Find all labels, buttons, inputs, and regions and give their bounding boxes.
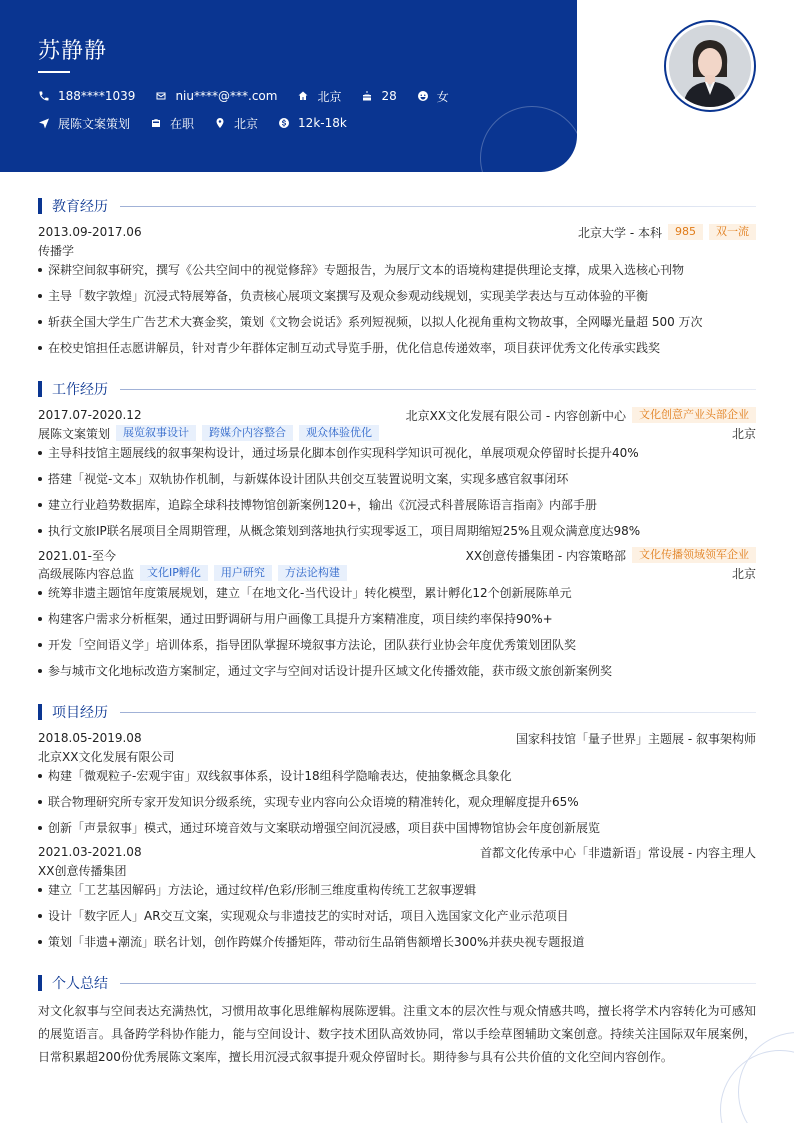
- education-major-row: [38, 241, 756, 259]
- skill-tag: 跨媒介内容整合: [202, 425, 293, 441]
- money-icon: [278, 117, 290, 129]
- project-entry-header: [38, 843, 756, 861]
- company-tag: 文化传播领域领军企业: [632, 547, 756, 563]
- target-city-item: [214, 115, 258, 131]
- project-org: XX创意传播集团: [38, 863, 127, 878]
- work-city: 北京: [731, 426, 756, 441]
- project-date: 2018.05-2019.08: [38, 731, 142, 745]
- work-bullet: 开发「空间语义学」培训体系，指导团队掌握环境叙事方法论，团队获行业协会年度优秀策划团队奖: [38, 636, 756, 654]
- cake-icon: [361, 90, 373, 102]
- company-tag: 文化创意产业头部企业: [632, 407, 756, 423]
- project-org-row: [38, 747, 756, 765]
- project-org: 北京XX文化发展有限公司: [38, 749, 175, 764]
- skill-tag: 观众体验优化: [299, 425, 379, 441]
- work-bullet: 参与城市文化地标改造方案制定，通过文字与空间对话设计提升区域文化传播效能，获市级文旅创新案例奖: [38, 662, 756, 680]
- education-entry-header: [38, 223, 756, 241]
- skill-tag: 用户研究: [214, 565, 272, 581]
- job-intent-row: [38, 115, 367, 131]
- email-text: niu****@***.com: [175, 89, 278, 103]
- work-position-row: [38, 564, 756, 582]
- company-dept: XX创意传播集团 - 内容策略部: [465, 548, 626, 563]
- contact-row: [38, 88, 469, 104]
- salary-item: [278, 115, 347, 131]
- summary-text: 对文化叙事与空间表达充满热忱，习惯用故事化思维解构展陈逻辑。注重文本的层次性与观众情感共鸣，擅长将学术内容转化为可感知的展览语言。具备跨学科协作能力，能与空间设计、数字技术团队高效协同，常以手绘草图辅助文案创意。持续关注国际双年展案例，日常积累超200份优秀展陈文案库，擅长用沉浸式叙事提升观众停留时长。期待参与具有公共价值的文化空间内容创作。: [38, 1004, 756, 1064]
- status-item: [150, 115, 194, 131]
- school-tag: 双一流: [709, 224, 756, 240]
- header-banner: [0, 0, 577, 172]
- gender-item: [417, 88, 449, 104]
- work-bullet: 统筹非遗主题馆年度策展规划，建立「在地文化-当代设计」转化模型，累计孵化12个创新展陈单元: [38, 584, 756, 602]
- section-divider: [120, 983, 756, 984]
- section-divider: [120, 206, 756, 207]
- salary-text: 12k-18k: [298, 116, 347, 130]
- section-marker: [38, 975, 42, 991]
- target-job-text: 展陈文案策划: [58, 116, 131, 131]
- work-bullet: 建立行业趋势数据库，追踪全球科技博物馆创新案例120+，输出《沉浸式科普展陈语言指南》内部手册: [38, 496, 756, 514]
- phone-item: [38, 88, 135, 104]
- work-section-title: [38, 379, 756, 399]
- school-tag: 985: [668, 224, 703, 240]
- work-date: 2017.07-2020.12: [38, 408, 142, 422]
- education-bullet: 在校史馆担任志愿讲解员，针对青少年群体定制互动式导览手册，优化信息传递效率，项目获评优秀文化传承实践奖: [38, 339, 756, 357]
- phone-icon: [38, 90, 50, 102]
- education-heading: 教育经历: [52, 199, 108, 215]
- education-bullet: 斩获全国大学生广告艺术大赛金奖，策划《文物会说话》系列短视频，以拟人化视角重构文物故事，全网曝光量超 500 万次: [38, 313, 756, 331]
- project-role: 国家科技馆「量子世界」主题展 - 叙事架构师: [516, 731, 756, 746]
- project-bullet: 设计「数字匠人」AR交互文案，实现观众与非遗技艺的实时对话，项目入选国家文化产业示范项目: [38, 907, 756, 925]
- projects-heading: 项目经历: [52, 705, 108, 721]
- project-role: 首都文化传承中心「非遗新语」常设展 - 内容主理人: [480, 845, 756, 860]
- smile-icon: [417, 90, 429, 102]
- work-bullet: 构建客户需求分析框架，通过田野调研与用户画像工具提升方案精准度，项目续约率保持90%+: [38, 610, 756, 628]
- work-bullet: 执行文旅IP联名展项目全周期管理，从概念策划到落地执行实现零返工，项目周期缩短25%且观众满意度达98%: [38, 522, 756, 540]
- skill-tag: 方法论构建: [278, 565, 347, 581]
- section-divider: [120, 389, 756, 390]
- summary-heading: 个人总结: [52, 976, 108, 992]
- school-degree: 北京大学 - 本科: [578, 225, 662, 240]
- location-pin-icon: [214, 117, 226, 129]
- major: 传播学: [38, 243, 75, 258]
- position: 展陈文案策划: [38, 426, 111, 441]
- work-heading: 工作经历: [52, 382, 108, 398]
- project-date: 2021.03-2021.08: [38, 845, 142, 859]
- target-job-item: [38, 115, 130, 131]
- education-bullet: 深耕空间叙事研究，撰写《公共空间中的视觉修辞》专题报告，为展厅文本的语境构建提供理论支撑，成果入选核心刊物: [38, 261, 756, 279]
- section-marker: [38, 198, 42, 214]
- project-bullet: 策划「非遗+潮流」联名计划，创作跨媒介传播矩阵，带动衍生品销售额增长300%并获央视专题报道: [38, 933, 756, 951]
- city-item: [297, 88, 341, 104]
- work-entry-header: [38, 546, 756, 564]
- position: 高级展陈内容总监: [38, 566, 135, 581]
- gender-text: 女: [436, 89, 449, 104]
- profile-photo-frame: [664, 20, 756, 112]
- project-org-row: [38, 861, 756, 879]
- profile-photo: [669, 25, 751, 107]
- company-dept: 北京XX文化发展有限公司 - 内容创新中心: [405, 408, 626, 423]
- send-icon: [38, 117, 50, 129]
- skill-tag: 展览叙事设计: [116, 425, 196, 441]
- work-date: 2021.01-至今: [38, 548, 116, 563]
- age-text: 28: [381, 89, 397, 103]
- section-marker: [38, 704, 42, 720]
- skill-tag: 文化IP孵化: [140, 565, 208, 581]
- education-bullet: 主导「数字敦煌」沉浸式特展筹备，负责核心展项文案撰写及观众参观动线规划，实现美学表达与互动体验的平衡: [38, 287, 756, 305]
- section-divider: [120, 712, 756, 713]
- education-section-title: [38, 196, 756, 216]
- target-city-text: 北京: [234, 116, 259, 131]
- briefcase-icon: [150, 117, 162, 129]
- work-bullet: 搭建「视觉-文本」双轨协作机制，与新媒体设计团队共创交互装置说明文案，实现多感官叙事闭环: [38, 470, 756, 488]
- work-position-row: [38, 424, 756, 442]
- projects-section-title: [38, 702, 756, 722]
- project-bullet: 联合物理研究所专家开发知识分级系统，实现专业内容向公众语境的精准转化，观众理解度提升65%: [38, 793, 756, 811]
- project-bullet: 构建「微观粒子-宏观宇宙」双线叙事体系，设计18组科学隐喻表达，使抽象概念具象化: [38, 767, 756, 785]
- mail-icon: [155, 90, 167, 102]
- summary-section-title: [38, 973, 756, 993]
- phone-text: 188****1039: [58, 89, 136, 103]
- work-city: 北京: [731, 566, 756, 581]
- status-text: 在职: [170, 116, 195, 131]
- section-marker: [38, 381, 42, 397]
- name-underline: [38, 71, 70, 73]
- decorative-circle: [480, 106, 577, 172]
- education-date: 2013.09-2017.06: [38, 225, 142, 239]
- city-text: 北京: [317, 89, 342, 104]
- project-entry-header: [38, 729, 756, 747]
- candidate-name: 苏静静: [38, 39, 108, 64]
- work-entry-header: [38, 406, 756, 424]
- work-bullet: 主导科技馆主题展线的叙事架构设计，通过场景化脚本创作实现科学知识可视化，单展项观众停留时长提升40%: [38, 444, 756, 462]
- age-item: [361, 88, 396, 104]
- email-item: [155, 88, 277, 104]
- project-bullet: 创新「声景叙事」模式，通过环境音效与文案联动增强空间沉浸感，项目获中国博物馆协会年度创新展览: [38, 819, 756, 837]
- home-icon: [297, 90, 309, 102]
- project-bullet: 建立「工艺基因解码」方法论，通过纹样/色彩/形制三维度重构传统工艺叙事逻辑: [38, 881, 756, 899]
